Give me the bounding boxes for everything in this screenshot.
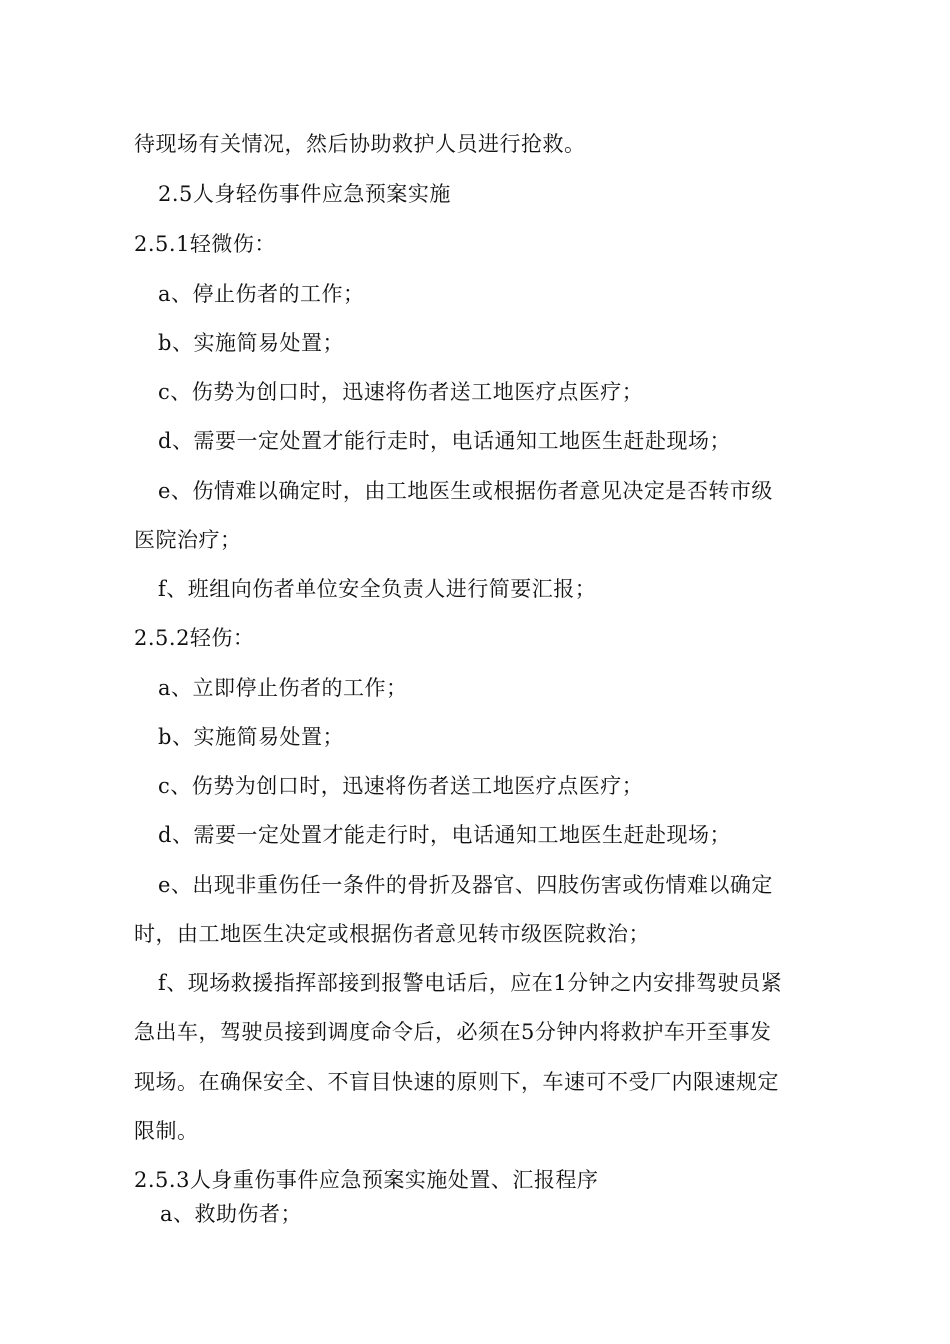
list-item: a、救助伤者； [160,1202,303,1226]
list-item: a、停止伤者的工作； [158,282,365,306]
list-item: d、需要一定处置才能行走时，电话通知工地医生赶赴现场； [158,429,731,453]
list-item-continuation: 急出车，驾驶员接到调度命令后，必须在5分钟内将救护车开至事发 [134,1020,772,1044]
list-item: e、出现非重伤任一条件的骨折及器官、四肢伤害或伤情难以确定 [158,873,773,897]
list-item: b、实施简易处置； [158,725,344,749]
subsection-heading: 2.5.1轻微伤： [134,232,276,256]
list-item-continuation: 限制。 [134,1119,199,1143]
list-item: f、现场救援指挥部接到报警电话后，应在1分钟之内安排驾驶员紧 [158,971,783,995]
list-item: e、伤情难以确定时，由工地医生或根据伤者意见决定是否转市级 [158,479,773,503]
subsection-heading: 2.5.3人身重伤事件应急预案实施处置、汇报程序 [134,1168,599,1192]
list-item: b、实施简易处置； [158,331,344,355]
list-item: f、班组向伤者单位安全负责人进行简要汇报； [158,577,597,601]
list-item: c、伤势为创口时，迅速将伤者送工地医疗点医疗； [158,774,644,798]
section-heading: 2.5人身轻伤事件应急预案实施 [158,182,451,206]
list-item-continuation: 医院治疗； [134,528,242,552]
paragraph-line: 待现场有关情况，然后协助救护人员进行抢救。 [134,132,586,156]
list-item: d、需要一定处置才能走行时，电话通知工地医生赶赴现场； [158,823,731,847]
subsection-heading: 2.5.2轻伤： [134,626,255,650]
list-item: a、立即停止伤者的工作； [158,676,408,700]
list-item: c、伤势为创口时，迅速将伤者送工地医疗点医疗； [158,380,644,404]
list-item-continuation: 现场。在确保安全、不盲目快速的原则下，车速可不受厂内限速规定 [134,1070,779,1094]
list-item-continuation: 时，由工地医生决定或根据伤者意见转市级医院救治； [134,922,650,946]
